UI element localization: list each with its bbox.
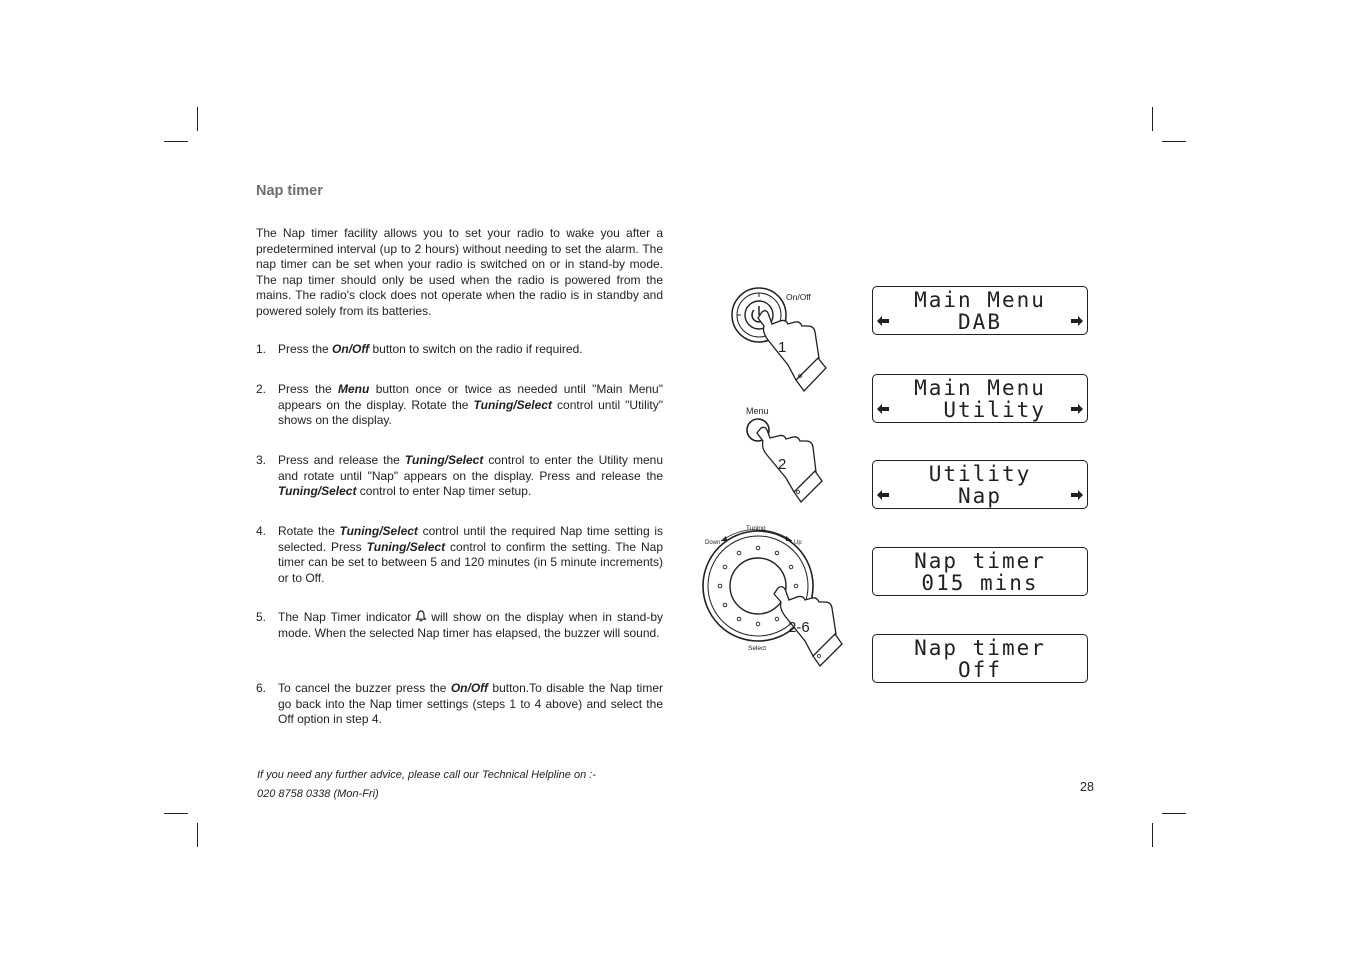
arrow-left-icon — [876, 314, 890, 328]
on-off-label: On/Off — [786, 292, 811, 302]
lcd-line-1: Nap timer — [914, 549, 1046, 573]
lcd-line-1: Nap timer — [914, 636, 1046, 660]
on-off-button-illustration — [732, 288, 826, 391]
select-label: Select — [748, 645, 767, 652]
menu-button-illustration — [746, 406, 822, 502]
helpline-number: 020 8758 0338 (Mon-Fri) — [257, 788, 379, 800]
tuning-label: Tuning — [746, 525, 766, 532]
tuning-select-knob-illustration — [703, 525, 842, 666]
section-title: Nap timer — [256, 183, 323, 199]
step-text: Press the Menu button once or twice as needed until "Main Menu" appears on the display. Rotate the Tuning/Select control until "Utility" shows on the display. — [278, 382, 664, 427]
lcd-display-nap-timer-off — [872, 634, 1088, 683]
arrow-right-icon — [1070, 314, 1084, 328]
down-label: Down — [705, 540, 721, 546]
helpline-text: If you need any further advice, please call our Technical Helpline on :- — [257, 769, 596, 781]
step-2-callout: 2 — [778, 456, 787, 473]
lcd-display-utility-nap — [872, 460, 1088, 509]
step-number: 2. — [256, 382, 267, 396]
lcd-line-2: Off — [958, 658, 1002, 682]
up-label: Up — [794, 540, 802, 546]
intro-paragraph: The Nap timer facility allows you to set your radio to wake you after a predetermined interval (up to 2 hours) without needing to set the alarm. The nap timer can be set when your radio is switched on or in stand-by mode. The nap timer should only be used when the radio is powered from the mains. The radio's clock does not operate when the radio is in standby and powered solely from its batteries. — [256, 226, 663, 318]
step-1-callout: 1 — [778, 339, 787, 356]
lcd-display-nap-timer-015 — [872, 547, 1088, 596]
arrow-left-icon — [876, 402, 890, 416]
step-number: 1. — [256, 342, 267, 356]
lcd-line-2: Utility — [914, 398, 1046, 422]
step-text: To cancel the buzzer press the On/Off button.To disable the Nap timer go back into the Nap timer settings (steps 1 to 4 above) and select the Off option in step 4. — [278, 681, 664, 726]
step-number: 3. — [256, 453, 267, 467]
page-number: 28 — [1080, 780, 1094, 794]
lcd-line-2: DAB — [958, 310, 1002, 334]
menu-label: Menu — [746, 406, 769, 416]
step-text: Rotate the Tuning/Select control until the required Nap time setting is selected. Press Tuning/Select control to confirm the setting. The Nap timer can be set to between 5 and 120 minutes (in 5 minute increments) or to Off. — [278, 524, 663, 585]
lcd-line-1: Utility — [928, 462, 1032, 486]
step-number: 6. — [256, 681, 267, 695]
arrow-left-icon — [876, 488, 890, 502]
lcd-display-main-menu-utility — [872, 374, 1088, 423]
step-text: Press the On/Off button to switch on the radio if required. — [278, 342, 583, 356]
lcd-line-2: Nap — [958, 484, 1002, 508]
step-3-callout: 2-6 — [788, 619, 810, 636]
lcd-line-1: Main Menu — [914, 288, 1046, 312]
step-number: 4. — [256, 524, 267, 538]
step-text: Press and release the Tuning/Select control to enter the Utility menu and rotate until "Nap" appears on the display. Press and release the Tuning/Select control to enter Nap timer setup. — [278, 453, 663, 498]
lcd-display-main-menu-dab — [872, 286, 1088, 335]
step-text: The Nap Timer indicator will show on the display when in stand-by mode. When the selected Nap timer has elapsed, the buzzer will sound. — [278, 610, 663, 640]
arrow-right-icon — [1070, 488, 1084, 502]
lcd-line-1: Main Menu — [914, 376, 1046, 400]
lcd-line-2: 015 mins — [921, 571, 1039, 595]
arrow-right-icon — [1070, 402, 1084, 416]
step-number: 5. — [256, 610, 267, 624]
